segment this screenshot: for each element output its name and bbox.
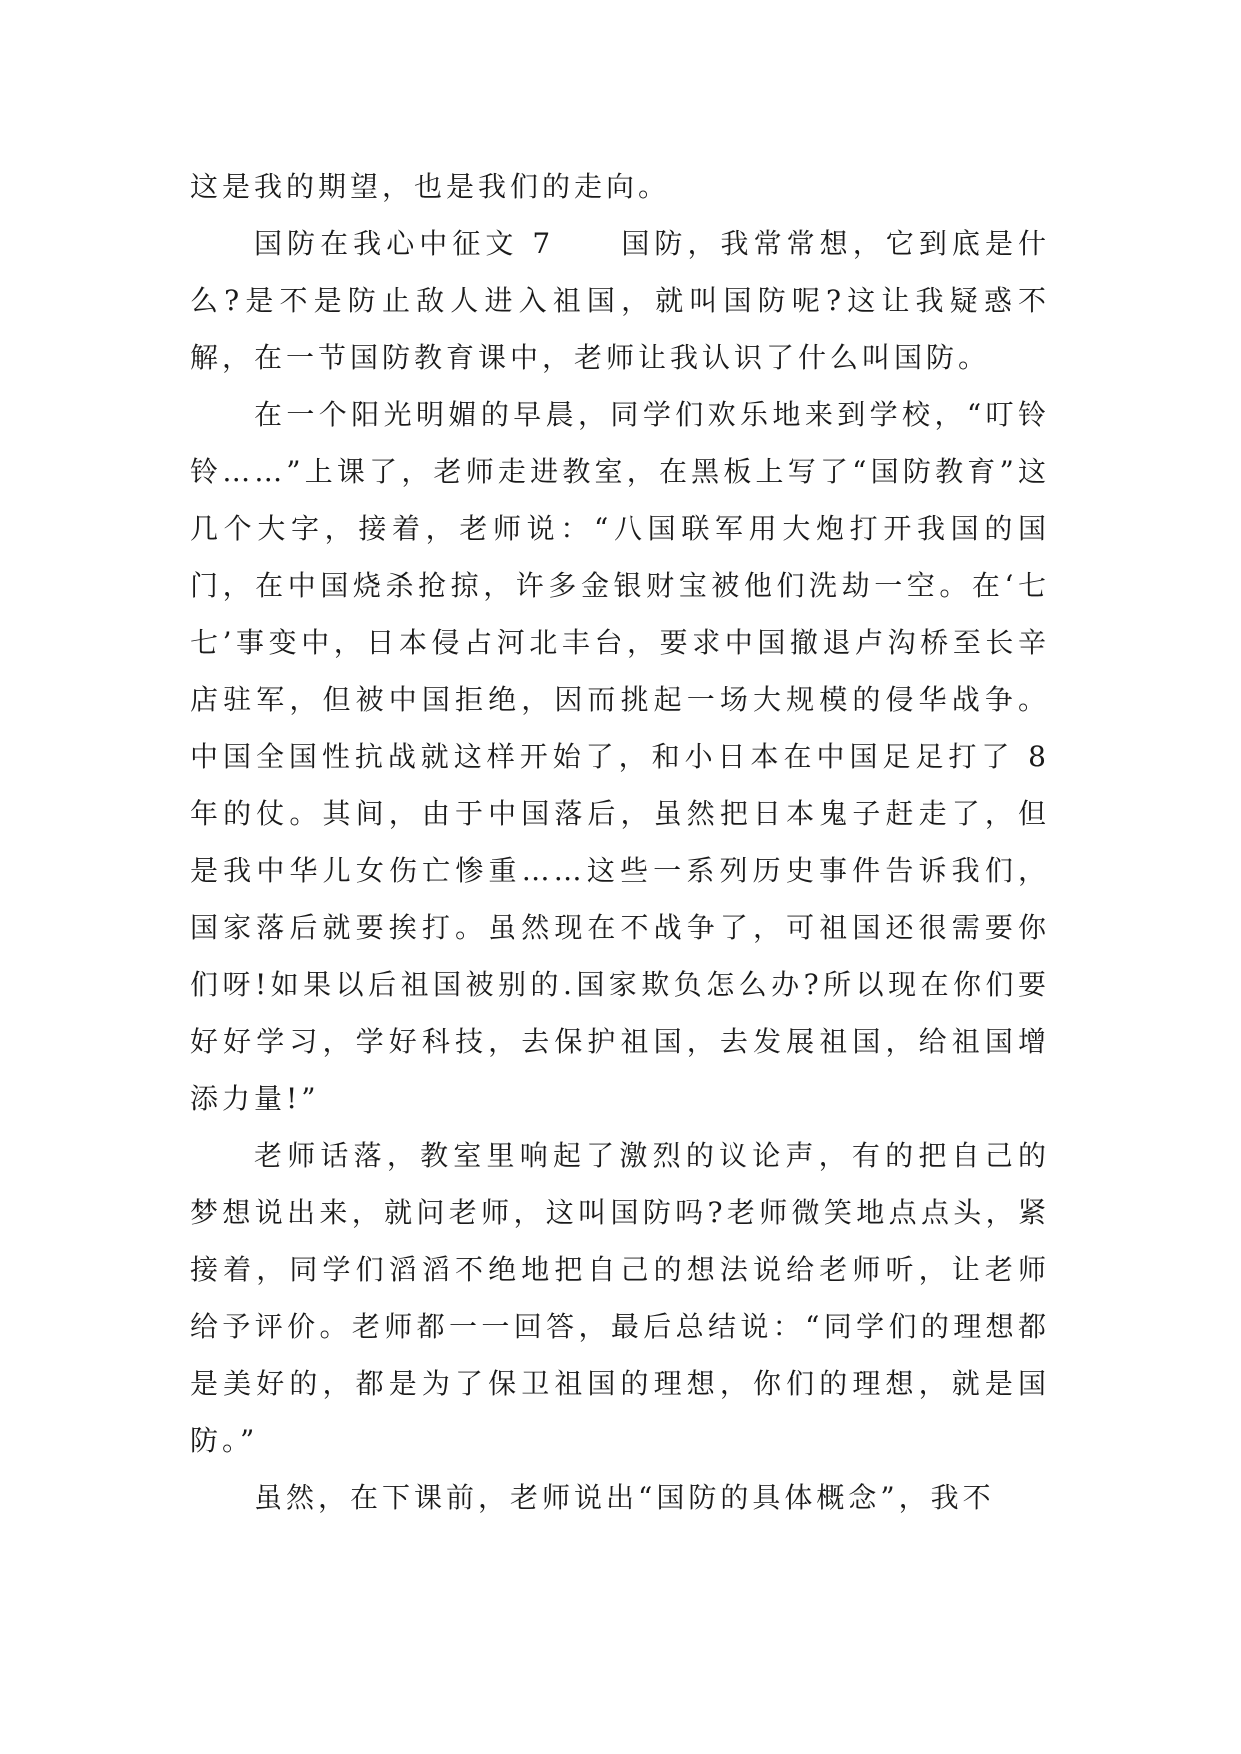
paragraph-2: 国防在我心中征文 7 国防，我常常想，它到底是什么?是不是防止敌人进入祖国，就叫国防呢?这让我疑惑不解，在一节国防教育课中，老师让我认识了什么叫国防。 <box>190 227 1050 374</box>
article-body <box>190 158 1050 1526</box>
paragraph-5: 虽然，在下课前，老师说出“国防的具体概念”，我不 <box>254 1481 995 1514</box>
paragraph-3: 在一个阳光明媚的早晨，同学们欢乐地来到学校，“叮铃铃……”上课了，老师走进教室，在黑板上写了“国防教育”这几个大字，接着，老师说：“八国联军用大炮打开我国的国门，在中国烧杀抢掠，许多金银财宝被他们洗劫一空。在‘七七’事变中，日本侵占河北丰台，要求中国撤退卢沟桥至长辛店驻军，但被中国拒绝，因而挑起一场大规模的侵华战争。中国全国性抗战就这样开始了，和小日本在中国足足打了 8 年的仗。其间，由于中国落后，虽然把日本鬼子赶走了，但是我中华儿女伤亡惨重……这些一系列历史事件告诉我们，国家落后就要挨打。虽然现在不战争了，可祖国还很需要你们呀!如果以后祖国被别的.国家欺负怎么办?所以现在你们要好好学习，学好科技，去保护祖国，去发展祖国，给祖国增添力量!” <box>190 398 1050 1115</box>
paragraph-4: 老师话落，教室里响起了激烈的议论声，有的把自己的梦想说出来，就问老师，这叫国防吗?老师微笑地点点头，紧接着，同学们滔滔不绝地把自己的想法说给老师听，让老师给予评价。老师都一一回答，最后总结说：“同学们的理想都是美好的，都是为了保卫祖国的理想，你们的理想，就是国防。” <box>190 1139 1050 1457</box>
paragraph-1: 这是我的期望，也是我们的走向。 <box>190 170 671 203</box>
